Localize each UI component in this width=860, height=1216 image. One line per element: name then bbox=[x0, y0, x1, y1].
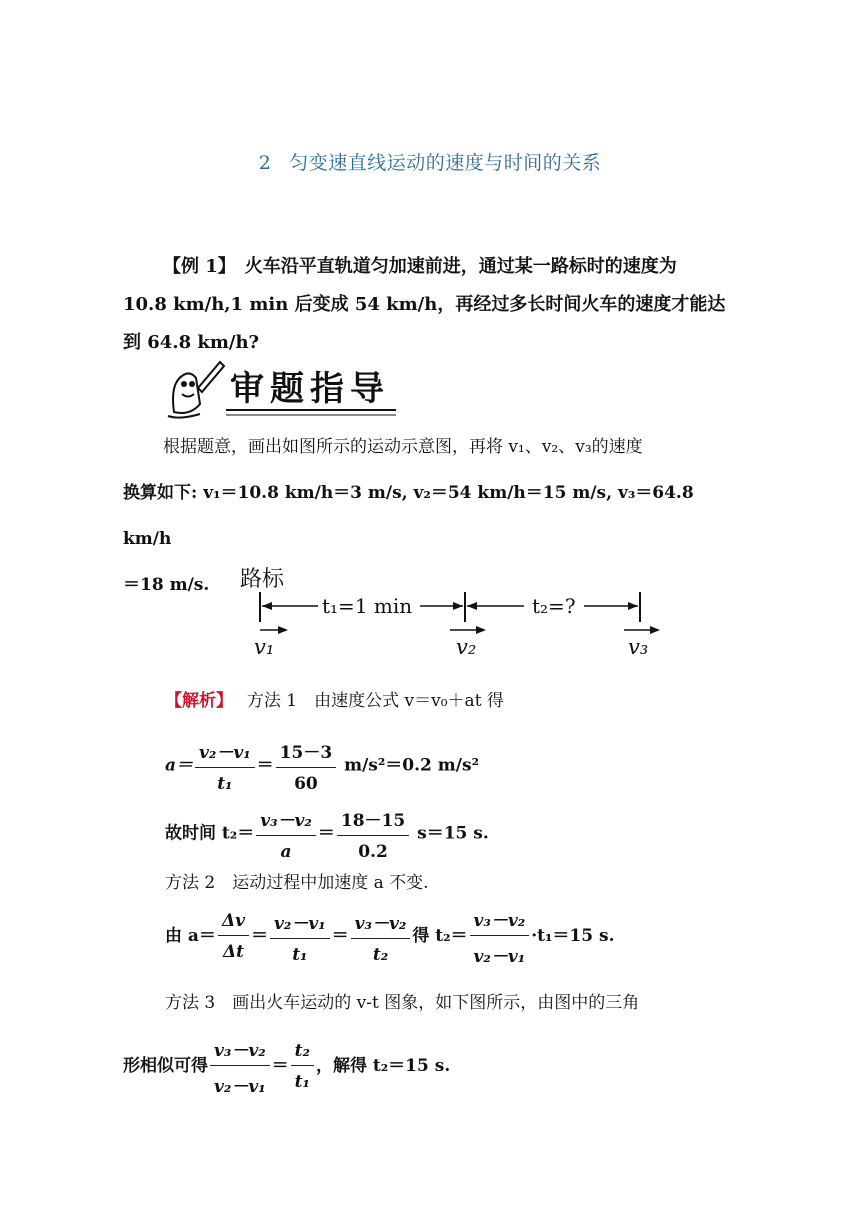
method-2-line: 方法 2 运动过程中加速度 a 不变. bbox=[165, 873, 429, 893]
example-line-1: 火车沿平直轨道匀加速前进，通过某一路标时的速度为 bbox=[244, 256, 677, 277]
method-1-text: 方法 1 由速度公式 v＝v₀＋at 得 bbox=[246, 691, 504, 711]
motion-diagram bbox=[232, 560, 672, 664]
solution-label: 【解析】 bbox=[165, 691, 225, 711]
v1-label: v₁ bbox=[254, 635, 275, 659]
v2-label: v₂ bbox=[456, 635, 477, 659]
guide-heading-text: 审题指导 bbox=[230, 369, 390, 409]
t2-label: t₂=? bbox=[532, 594, 576, 618]
time-equation: 故时间 t₂＝ $\frac{\text{v₃－v₂}}{a}$ ＝ $\frac{18-15}{0.2}$ s＝15 s. bbox=[165, 806, 489, 862]
section-title: 匀变速直线运动的速度与时间的关系 bbox=[289, 152, 602, 174]
diagram-sign-label: 路标 bbox=[240, 567, 285, 592]
intro-line-2: 换算如下: v₁＝10.8 km/h＝3 m/s, v₂＝54 km/h＝15 m/s, v₃＝64.8 km/h bbox=[123, 483, 694, 549]
intro-line-3: ＝18 m/s. bbox=[123, 575, 210, 595]
v3-label: v₃ bbox=[628, 635, 649, 659]
accel-equation: a＝ $\frac{\text{v₂－v₁}}{\text{t₁}}$ ＝ $\frac{15-3}{60}$ m/s²＝0.2 m/s² bbox=[165, 738, 479, 794]
method-1-line bbox=[165, 686, 504, 711]
guide-heading bbox=[160, 354, 400, 424]
intro-line-1: 根据题意，画出如图所示的运动示意图，再将 v₁、v₂、v₃的速度 bbox=[163, 437, 643, 457]
example-line-3: 到 64.8 km/h? bbox=[123, 332, 260, 353]
t1-label: t₁=1 min bbox=[322, 594, 413, 618]
pen-mascot-icon bbox=[160, 354, 400, 420]
example-problem bbox=[123, 248, 743, 362]
section-number: 2 bbox=[258, 152, 272, 174]
example-line-2: 10.8 km/h,1 min 后变成 54 km/h，再经过多长时间火车的速度才能达 bbox=[123, 294, 726, 315]
method-3-equation: 形相似可得 $\frac{\text{v₃－v₂}}{\text{v₂－v₁}}$ ＝ $\frac{\text{t₂}}{\text{t₁}}$ ，解得 t₂＝15 s. bbox=[123, 1036, 450, 1097]
example-label: 【例 1】 bbox=[163, 256, 227, 277]
method-3-line: 方法 3 画出火车运动的 v-t 图象，如下图所示，由图中的三角 bbox=[165, 993, 640, 1013]
method-2-equation: 由 a＝ $\frac{\Delta v}{\Delta t}$ ＝ $\frac{\text{v₂－v₁}}{\text{t₁}}$ ＝ $\frac{\text{v₃－v₂}}{\text{t₂}}$ 得 t₂＝ $\frac{\text{v₃－v₂}}{\text{v₂－v₁}}$ ·t₁＝15 s. bbox=[165, 906, 615, 967]
page-title bbox=[0, 148, 860, 175]
